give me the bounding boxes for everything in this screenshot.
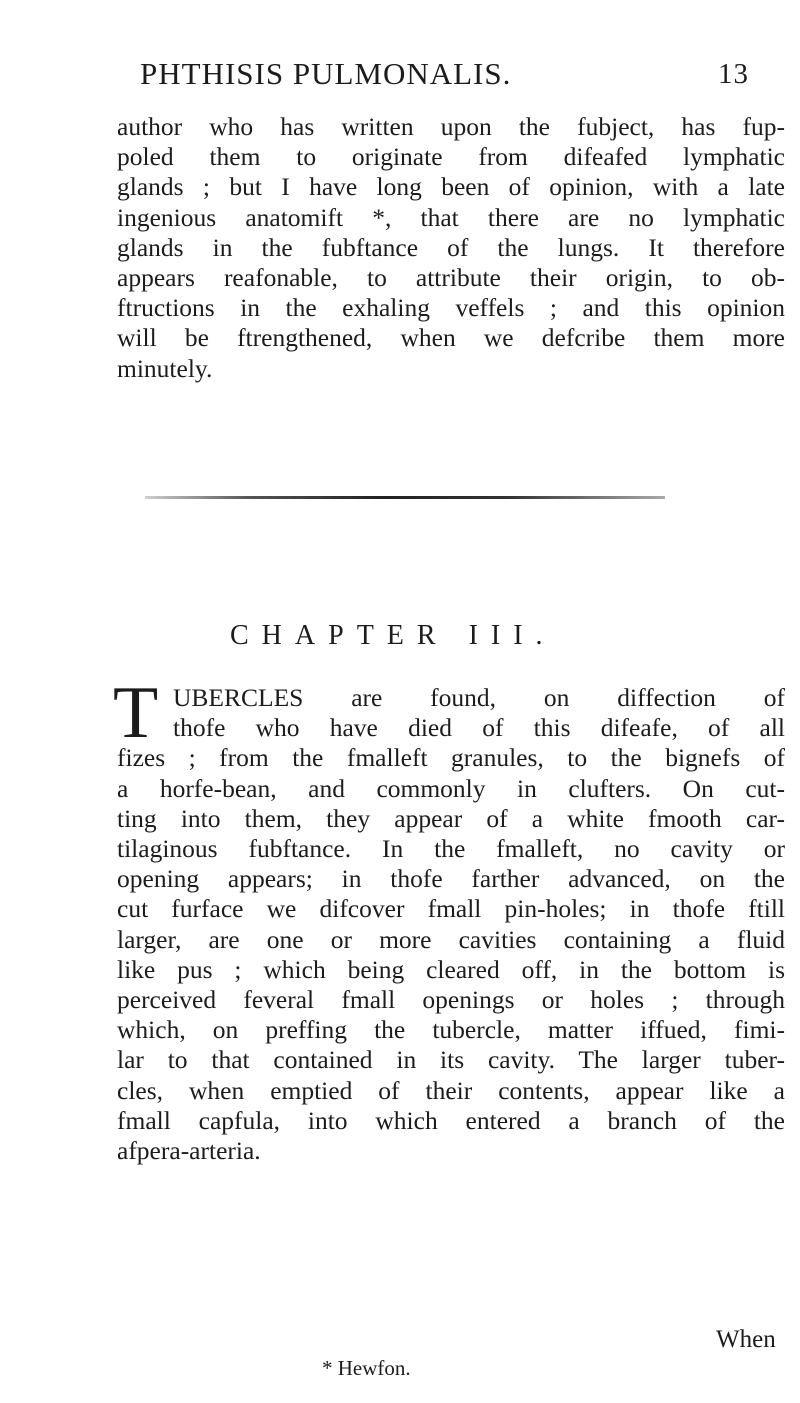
text-line: ingenious anatomift *, that there are no lymphatic [117,202,785,232]
text-line: appears reafonable, to attribute their origin, to ob- [117,263,785,293]
text-line: author who has written upon the fubject, has fup- [117,112,785,141]
chapter-heading: CHAPTER III. [230,620,556,651]
text-line: fmall capfula, into which entered a branch of the [117,1105,785,1135]
page-number: 13 [718,58,749,90]
text-line: perceived feveral fmall openings or holes ; through [117,985,785,1015]
text-line: tilaginous fubftance. In the fmalleft, no cavity or [117,834,785,864]
text-line: ting into them, they appear of a white fmooth car- [117,803,785,833]
text-line: glands in the fubftance of the lungs. It therefore [117,232,785,262]
text-line: a horfe-bean, and commonly in clufters. On cut- [117,773,785,803]
text-line: will be ftrengthened, when we defcribe them more [117,323,785,353]
text-line: minutely. [117,353,213,383]
text-line: UBERCLES are found, on diffection of [173,683,785,712]
text-line: opening appears; in thofe farther advanced, on the [117,864,785,894]
text-line: fizes ; from the fmalleft granules, to the bignefs of [117,743,785,773]
text-line: larger, are one or more cavities containing a fluid [117,924,785,954]
catchword: When [716,1326,776,1353]
text-line: lar to that contained in its cavity. The larger tuber- [117,1045,785,1075]
text-line: cles, when emptied of their contents, appear like a [117,1075,785,1105]
text-line: which, on preffing the tubercle, matter iffued, fimi- [117,1015,785,1045]
text-line: glands ; but I have long been of opinion, with a late [117,172,785,202]
text-line: cut furface we difcover fmall pin-holes; in thofe ftill [117,894,785,924]
running-title: PHTHISIS PULMONALIS. [140,56,512,91]
drop-cap: T [113,672,159,754]
footnote: * Hewfon. [322,1356,411,1380]
paragraph-2 [117,683,785,1166]
text-line: thofe who have died of this difeafe, of all [173,713,785,743]
paragraph-1 [117,112,785,384]
text-line: like pus ; which being cleared off, in the bottom is [117,954,785,984]
text-line: ftructions in the exhaling veffels ; and this opinion [117,293,785,323]
text-line: poled them to originate from difeafed lymphatic [117,142,785,172]
section-divider-rule [145,496,665,499]
text-line: afpera-arteria. [117,1136,261,1166]
